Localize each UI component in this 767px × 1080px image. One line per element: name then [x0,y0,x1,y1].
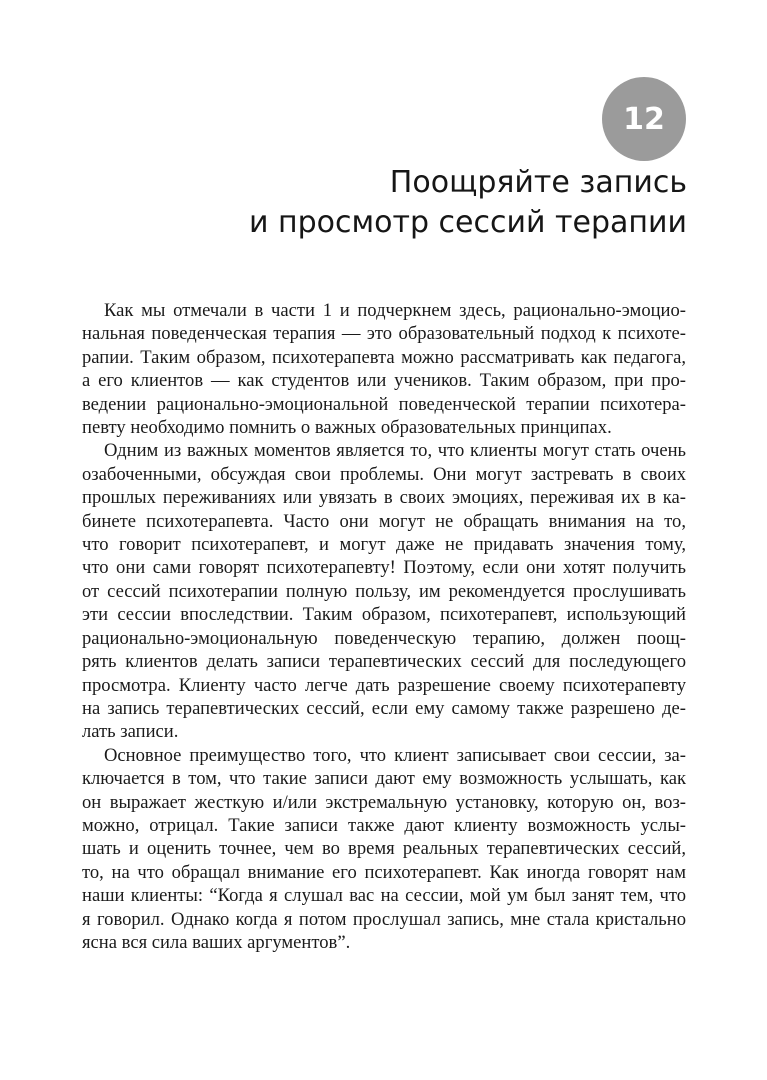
text-line: на запись терапевтических сессий, если ему самому также разрешено де- [82,697,686,719]
text-line: рять клиентов делать записи терапевтических сессий для последующего [82,651,686,673]
text-line: он выражает жесткую и/или экстремальную установку, которую он, воз- [82,791,686,813]
chapter-title [87,163,687,243]
text-line: шать и оценить точнее, чем во время реальных терапевтических сессий, [82,838,686,860]
text-line: наши клиенты: “Когда я слушал вас на сессии, мой ум был занят тем, что [82,885,686,907]
text-line: можно, отрицал. Такие записи также дают клиенту возможность услы- [82,814,686,836]
text-line: певту необходимо помнить о важных образовательных принципах. [82,417,612,439]
chapter-number: 12 [623,101,665,137]
text-line: просмотра. Клиенту часто легче дать разрешение своему психотерапевту [82,674,686,696]
body-text [82,299,686,954]
text-line: от сессий психотерапии полную пользу, им рекомендуется прослушивать [82,580,686,602]
text-line: озабоченными, обсуждая свои проблемы. Они могут застревать в своих [82,463,686,485]
chapter-title-line-2: и просмотр сессий терапии [248,205,687,240]
text-line: что говорит психотерапевт, и могут даже не придавать значения тому, [82,534,686,556]
text-line: Одним из важных моментов является то, что клиенты могут стать очень [104,440,686,462]
text-line: Основное преимущество того, что клиент записывает свои сессии, за- [104,744,686,766]
text-line: что они сами говорят психотерапевту! Поэтому, если они хотят получить [82,557,686,579]
text-line: прошлых переживаниях или увязать в своих эмоциях, переживая их в ка- [82,487,686,509]
text-line: ясна вся сила ваших аргументов”. [82,931,351,953]
text-line: бинете психотерапевта. Часто они могут не обращать внимания на то, [82,510,686,532]
text-line: ведении рационально-эмоциональной поведенческой терапии психотера- [82,393,686,415]
chapter-title-line-1: Поощряйте запись [389,165,687,200]
text-line: а его клиентов — как студентов или учеников. Таким образом, при про- [82,370,686,392]
text-line: эти сессии впоследствии. Таким образом, психотерапевт, использующий [82,604,686,626]
paragraph-2 [82,439,686,743]
paragraph-1 [82,299,686,439]
text-line: ключается в том, что такие записи дают ему возможность услышать, как [82,768,686,790]
text-line: рапии. Таким образом, психотерапевта можно рассматривать как педагога, [82,346,686,368]
text-line: нальная поведенческая терапия — это образовательный подход к психоте- [82,323,686,345]
paragraph-3 [82,744,686,955]
chapter-number-badge [602,77,686,161]
text-line: то, на что обращал внимание его психотерапевт. Как иногда говорят нам [82,861,686,883]
text-line: я говорил. Однако когда я потом прослушал запись, мне стала кристально [82,908,686,930]
text-line: лать записи. [82,721,179,743]
text-line: Как мы отмечали в части 1 и подчеркнем здесь, рационально-эмоцио- [104,300,686,321]
text-line: рационально-эмоциональную поведенческую терапию, должен поощ- [82,627,686,649]
